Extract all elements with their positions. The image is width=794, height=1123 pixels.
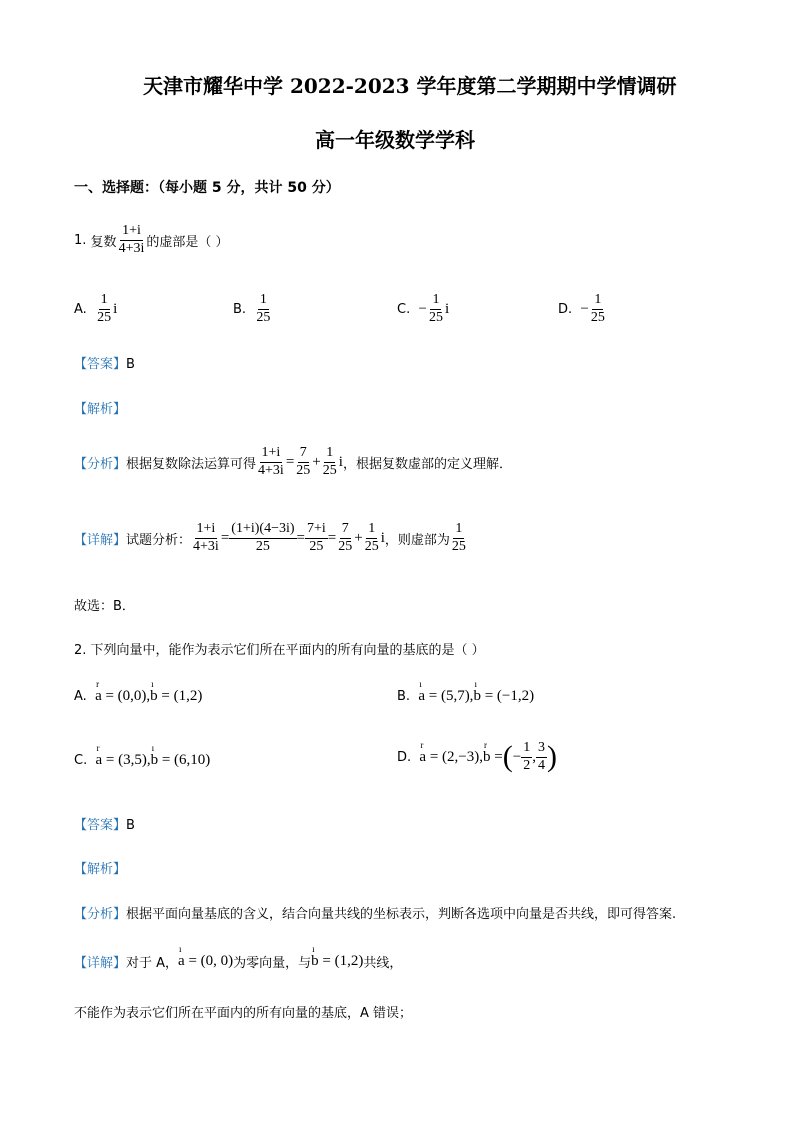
xiangjie-tag: 【详解】 xyxy=(74,956,127,971)
vector-arrow-icon: r xyxy=(96,743,100,753)
vector-text: a = (3,5), xyxy=(95,752,151,768)
q2-option-c[interactable] xyxy=(74,743,211,769)
vector-arrow-icon: ı xyxy=(312,944,315,954)
q1-xiangjie xyxy=(74,522,468,554)
plus-sign: + xyxy=(354,529,363,546)
vector-b xyxy=(150,679,203,705)
frac-denominator: 25 xyxy=(256,309,271,325)
exam-title: 天津市耀华中学 2022-2023 学年度第二学期期中学情调研 xyxy=(143,74,677,98)
fenxi-text: ，根据复数虚部的定义理解． xyxy=(342,456,512,472)
equals-sign: = xyxy=(220,529,230,546)
q1-fraction xyxy=(117,224,147,256)
frac-numerator: 1 xyxy=(99,293,110,310)
exam-subtitle: 高一年级数学学科 xyxy=(315,128,475,152)
q2-stem xyxy=(74,639,485,658)
math-fraction xyxy=(256,446,286,478)
q1-option-a[interactable] xyxy=(74,293,117,325)
frac-denominator: 25 xyxy=(590,309,605,325)
imag-unit: i xyxy=(380,529,385,546)
q1-analysis-tag: 【解析】 xyxy=(74,402,127,417)
frac-denominator: 4 xyxy=(537,757,545,773)
option-label: D. xyxy=(558,301,573,317)
option-label: D. xyxy=(397,749,412,765)
vector-text: b = xyxy=(483,748,503,765)
frac-numerator: 1 xyxy=(521,741,532,758)
vector-text: a = (2,−3), xyxy=(419,748,483,765)
frac-denominator: 25 xyxy=(296,462,311,478)
vector-arrow-icon: ı xyxy=(179,944,182,954)
q2-analysis-tag: 【解析】 xyxy=(74,862,127,877)
math-fraction xyxy=(521,741,532,773)
answer-tag: 【答案】 xyxy=(74,818,127,833)
frac-denominator: 2 xyxy=(523,757,531,773)
frac-denominator: 4+3i xyxy=(193,538,219,554)
fenxi-tag: 【分析】 xyxy=(74,907,127,922)
q1-option-b[interactable] xyxy=(233,293,272,325)
frac-numerator: 1+i xyxy=(260,446,283,463)
frac-denominator: 25 xyxy=(364,538,379,554)
frac-denominator: 4+3i xyxy=(258,462,284,478)
q2-fenxi xyxy=(74,903,676,922)
vector-a xyxy=(95,679,151,705)
q2-option-d[interactable] xyxy=(397,741,557,773)
frac-numerator: 7 xyxy=(298,446,309,463)
option-label: A. xyxy=(74,301,87,317)
math-fraction xyxy=(363,522,381,554)
frac-numerator: 1+i xyxy=(195,522,218,539)
math-fraction xyxy=(450,522,468,554)
comma: , xyxy=(532,748,536,765)
frac-numerator: 7+i xyxy=(305,522,328,539)
math-fraction xyxy=(321,446,339,478)
frac-denominator: 25 xyxy=(255,538,270,554)
q2-option-b[interactable] xyxy=(397,679,535,705)
vector-text: a = (0,0), xyxy=(95,688,151,704)
minus-sign: − xyxy=(418,300,427,317)
frac-denominator: 25 xyxy=(322,462,337,478)
frac-numerator: 1 xyxy=(366,522,377,539)
frac-denominator: 25 xyxy=(338,538,353,554)
xiangjie-text: 对于 A， xyxy=(126,956,179,971)
answer-tag: 【答案】 xyxy=(74,357,127,372)
q2-option-a[interactable] xyxy=(74,679,203,705)
option-label: C. xyxy=(74,753,88,768)
frac-numerator: 1 xyxy=(592,293,603,310)
vector-b xyxy=(483,739,503,766)
vector-arrow-icon: ı xyxy=(419,679,422,689)
equals-sign: = xyxy=(285,453,295,470)
q1-conclusion: 故选：B． xyxy=(74,599,135,614)
right-paren-icon: ) xyxy=(546,740,557,774)
equals-sign: = xyxy=(296,529,305,546)
option-fraction xyxy=(95,293,113,325)
minus-sign: − xyxy=(580,300,589,317)
vector-b xyxy=(473,679,535,705)
option-fraction xyxy=(427,293,445,325)
fenxi-text: 根据平面向量基底的含义，结合向量共线的坐标表示，判断各选项中向量是否共线，即可得答案. xyxy=(126,907,677,922)
frac-numerator: 3 xyxy=(536,741,547,758)
vector-a xyxy=(178,944,234,970)
option-fraction xyxy=(254,293,272,325)
frac-denominator: 25 xyxy=(428,309,443,325)
q1-answer xyxy=(74,353,135,372)
q1-prefix: 复数 xyxy=(90,234,117,250)
q2-stem-text: 下列向量中，能作为表示它们所在平面内的所有向量的基底的是（ ） xyxy=(90,643,485,658)
q1-number: 1. xyxy=(74,232,87,248)
vector-text: a = (0, 0) xyxy=(178,953,234,969)
frac-denominator: 25 xyxy=(451,538,466,554)
option-label: B. xyxy=(397,689,411,704)
q1-option-c[interactable] xyxy=(397,293,449,325)
answer-value: B xyxy=(126,818,135,833)
frac-denominator: 4+3i xyxy=(118,240,145,256)
frac-denominator: 25 xyxy=(97,309,112,325)
answer-value: B xyxy=(126,357,135,372)
left-paren-icon: ( xyxy=(502,740,513,774)
xiangjie-text: 试题分析： xyxy=(126,532,192,548)
option-fraction xyxy=(589,293,607,325)
q1-stem xyxy=(74,224,229,256)
section-heading: 一、选择题：（每小题 5 分，共计 50 分） xyxy=(74,180,340,196)
fenxi-text: 根据复数除法运算可得 xyxy=(126,456,257,472)
q2-last-line: 不能作为表示它们所在平面内的所有向量的基底，A 错误； xyxy=(74,1006,413,1021)
vector-arrow-icon: r xyxy=(484,739,487,750)
vector-b xyxy=(311,944,364,970)
math-fraction xyxy=(336,522,354,554)
math-fraction xyxy=(305,522,328,554)
vector-arrow-icon: r xyxy=(96,679,100,689)
xiangjie-text: 共线， xyxy=(363,956,403,971)
math-fraction xyxy=(294,446,312,478)
frac-denominator: 25 xyxy=(309,538,324,554)
q2-number: 2. xyxy=(74,643,87,658)
plus-sign: + xyxy=(312,453,321,470)
frac-numerator: 1 xyxy=(453,522,464,539)
vector-a xyxy=(418,679,474,705)
frac-numerator: 7 xyxy=(340,522,351,539)
vector-text: b = (1,2) xyxy=(150,688,203,704)
vector-text: b = (6,10) xyxy=(150,752,211,768)
frac-numerator: (1+i)(4−3i) xyxy=(229,522,296,539)
frac-numerator: 1+i xyxy=(120,224,143,241)
option-label: B. xyxy=(233,301,247,317)
vector-arrow-icon: ı xyxy=(151,743,155,753)
xiangjie-tag: 【详解】 xyxy=(74,532,127,548)
xiangjie-text: 为零向量，与 xyxy=(233,956,312,971)
vector-arrow-icon: r xyxy=(420,739,424,750)
vector-a xyxy=(95,743,151,769)
math-fraction xyxy=(229,522,296,554)
math-fraction xyxy=(536,741,547,773)
fenxi-tag: 【分析】 xyxy=(74,456,127,472)
frac-numerator: 1 xyxy=(430,293,441,310)
q1-fenxi xyxy=(74,446,512,478)
vector-b xyxy=(150,743,211,769)
option-label: C. xyxy=(397,301,411,317)
q2-xiangjie xyxy=(74,944,403,971)
vector-arrow-icon: ı xyxy=(474,679,477,689)
imag-unit: i xyxy=(338,453,343,470)
q1-option-d[interactable] xyxy=(558,293,607,325)
frac-numerator: 1 xyxy=(258,293,269,310)
minus-sign: − xyxy=(512,748,522,765)
vector-text: a = (5,7), xyxy=(418,688,474,704)
xiangjie-text: ，则虚部为 xyxy=(384,532,450,548)
vector-a xyxy=(419,739,483,766)
imag-unit: i xyxy=(113,300,118,317)
vector-text: b = (−1,2) xyxy=(473,688,535,704)
vector-arrow-icon: ı xyxy=(151,679,154,689)
equals-sign: = xyxy=(327,529,337,546)
frac-numerator: 1 xyxy=(324,446,335,463)
q2-answer xyxy=(74,814,135,833)
q1-suffix: 的虚部是（ ） xyxy=(146,234,229,250)
option-label: A. xyxy=(74,689,87,704)
math-fraction xyxy=(191,522,221,554)
imag-unit: i xyxy=(444,300,450,317)
vector-text: b = (1,2) xyxy=(311,953,364,969)
